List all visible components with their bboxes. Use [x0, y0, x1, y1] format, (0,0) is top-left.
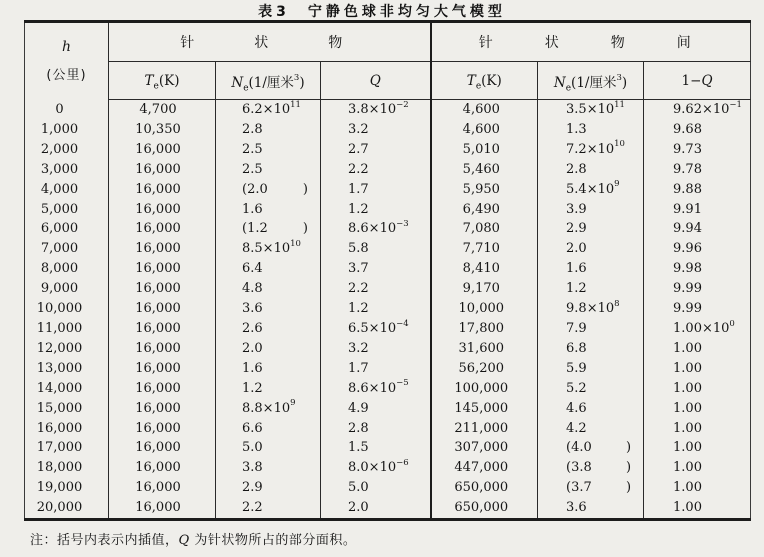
- cell-te-interspicule: 6,490: [431, 200, 538, 220]
- cell-one-minus-q: 1.00: [673, 420, 702, 436]
- ne-symbol: N: [231, 74, 244, 91]
- header-ne-interspicule: [538, 62, 644, 100]
- cell-one-minus-q: 1.00: [673, 480, 702, 496]
- cell-te-spicule: 16,000: [109, 259, 216, 279]
- cell-te-spicule: 16,000: [109, 279, 216, 299]
- cell-h: 7,000: [25, 239, 109, 259]
- table-row: [25, 239, 751, 259]
- cell-h: 10,000: [25, 299, 109, 319]
- cell-ne-interspicule: 5.9: [538, 359, 644, 379]
- cell-one-minus-q: 1.00: [673, 400, 702, 416]
- cell-one-minus-q: 9.91: [673, 201, 702, 217]
- interpolated-close-paren: ): [625, 460, 632, 476]
- cell-one-minus-q: 9.68: [673, 121, 702, 137]
- q-symbol: Q: [701, 72, 713, 89]
- cell-h: 0: [25, 100, 109, 120]
- cell-h: 18,000: [25, 458, 109, 478]
- cell-q-spicule: $8.6\times 10^{-3}$: [348, 219, 409, 237]
- cell-one-minus-q: 9.78: [673, 161, 702, 177]
- cell-ne-interspicule: 4.6: [538, 399, 644, 419]
- te-symbol: T: [466, 72, 476, 89]
- cell-ne-spicule: 2.5: [216, 160, 321, 180]
- cell-one-minus-q: 1.00: [673, 500, 702, 516]
- cell-one-minus-q: 1.00: [673, 460, 702, 476]
- cell-one-minus-q: 9.98: [673, 261, 702, 277]
- ne-unit: (1/厘米: [248, 74, 294, 91]
- cell-ne-spicule: 4.8: [216, 279, 321, 299]
- cell-ne-spicule: 2.8: [216, 120, 321, 140]
- te-symbol: T: [144, 72, 154, 89]
- cell-q-spicule: 1.7: [348, 360, 369, 376]
- cell-ne-spicule: 2.5: [216, 140, 321, 160]
- cell-ne-interspicule: 4.2: [538, 419, 644, 439]
- cell-ne-spicule: 3.8: [216, 458, 321, 478]
- table-row: [25, 379, 751, 399]
- cell-te-interspicule: 31,600: [431, 339, 538, 359]
- cell-ne-interspicule: 3.9: [538, 200, 644, 220]
- cell-q-spicule: 2.2: [348, 161, 369, 177]
- cell-ne-interspicule: [538, 438, 644, 458]
- cell-q-spicule: 4.9: [348, 400, 369, 416]
- cell-q-spicule: $6.5\times 10^{-4}$: [348, 318, 409, 336]
- cell-ne-interspicule: $5.4\times 10^9$: [538, 180, 644, 200]
- exponent: 11: [290, 99, 301, 110]
- interpolated-value: (2.0: [242, 181, 268, 197]
- cell-ne-interspicule: 6.8: [538, 339, 644, 359]
- cell-ne-interspicule: 3.6: [538, 498, 644, 519]
- table-footnote: [30, 529, 356, 548]
- ne-unit-exponent: 3: [616, 73, 622, 83]
- interpolated-close-paren: ): [302, 221, 308, 237]
- cell-q-spicule: 1.2: [348, 201, 369, 217]
- table-row: [25, 160, 751, 180]
- cell-h: 11,000: [25, 319, 109, 339]
- table-row: [25, 120, 751, 140]
- table-row: [25, 259, 751, 279]
- cell-h: 3,000: [25, 160, 109, 180]
- cell-one-minus-q: 9.96: [673, 241, 702, 257]
- cell-te-interspicule: 56,200: [431, 359, 538, 379]
- te-unit: (K): [481, 72, 502, 89]
- table-row: [25, 299, 751, 319]
- cell-q-spicule: 3.2: [348, 121, 369, 137]
- cell-h: 14,000: [25, 379, 109, 399]
- table-row: [25, 438, 751, 458]
- exponent: 10: [290, 239, 301, 250]
- exponent: −4: [396, 318, 409, 329]
- cell-h: 4,000: [25, 180, 109, 200]
- interpolated-value: (3.8: [566, 460, 592, 476]
- cell-te-interspicule: 10,000: [431, 299, 538, 319]
- cell-te-spicule: 16,000: [109, 458, 216, 478]
- cell-te-interspicule: 8,410: [431, 259, 538, 279]
- ne-subscript: e: [243, 83, 249, 94]
- cell-te-interspicule: 145,000: [431, 399, 538, 419]
- te-subscript: e: [153, 81, 159, 92]
- te-subscript: e: [475, 81, 482, 92]
- cell-one-minus-q: 9.99: [673, 301, 702, 317]
- cell-h: 15,000: [25, 399, 109, 419]
- table-title: 表3 宁静色球非均匀大气模型: [258, 4, 506, 20]
- cell-te-spicule: 16,000: [109, 319, 216, 339]
- footnote-prefix: 注：括号内表示内插值，: [30, 533, 179, 548]
- cell-ne-spicule: 6.6: [216, 419, 321, 439]
- cell-te-spicule: 16,000: [109, 140, 216, 160]
- cell-te-spicule: 16,000: [109, 200, 216, 220]
- cell-one-minus-q: 1.00: [673, 360, 702, 376]
- cell-ne-spicule: 3.6: [216, 299, 321, 319]
- header-ne-spicule: [216, 62, 321, 100]
- cell-te-spicule: 16,000: [109, 419, 216, 439]
- cell-te-spicule: 10,350: [109, 120, 216, 140]
- cell-te-spicule: 16,000: [109, 239, 216, 259]
- footnote-q-symbol: Q: [178, 533, 190, 548]
- cell-ne-spicule: [216, 180, 321, 200]
- table-row: [25, 180, 751, 200]
- interpolated-value: (4.0: [566, 440, 592, 456]
- cell-h: 6,000: [25, 219, 109, 239]
- table-row: [25, 399, 751, 419]
- cell-ne-spicule: 2.6: [216, 319, 321, 339]
- interpolated-close-paren: ): [302, 181, 308, 197]
- cell-te-spicule: 16,000: [109, 160, 216, 180]
- cell-one-minus-q: 1.00: [673, 340, 702, 356]
- one-minus-text: 1−: [681, 72, 702, 89]
- header-te-spicule: [109, 62, 216, 100]
- cell-h: 17,000: [25, 438, 109, 458]
- cell-te-interspicule: 7,710: [431, 239, 538, 259]
- cell-ne-spicule: 5.0: [216, 438, 321, 458]
- cell-ne-interspicule: 5.2: [538, 379, 644, 399]
- table-row: [25, 100, 751, 120]
- cell-ne-interspicule: 1.6: [538, 259, 644, 279]
- cell-one-minus-q: 1.00: [673, 380, 702, 396]
- cell-ne-interspicule: $7.2\times 10^{10}$: [538, 140, 644, 160]
- cell-q-spicule: 2.7: [348, 141, 369, 157]
- cell-te-interspicule: 9,170: [431, 279, 538, 299]
- cell-te-spicule: 16,000: [109, 339, 216, 359]
- cell-q-spicule: 2.0: [348, 500, 369, 516]
- interpolated-value: (1.2: [242, 221, 268, 237]
- header-group-spicule: 针状物: [109, 22, 431, 62]
- cell-te-interspicule: 650,000: [431, 498, 538, 519]
- cell-h: 19,000: [25, 478, 109, 498]
- table-row: [25, 498, 751, 519]
- cell-ne-interspicule: [538, 478, 644, 498]
- cell-te-interspicule: 17,800: [431, 319, 538, 339]
- cell-q-spicule: 5.0: [348, 480, 369, 496]
- ne-unit-exponent: 3: [293, 73, 300, 83]
- header-row-quantities: [25, 62, 751, 100]
- table-row: [25, 219, 751, 239]
- cell-one-minus-q: 9.88: [673, 181, 702, 197]
- cell-ne-interspicule: $9.8\times 10^8$: [538, 299, 644, 319]
- interpolated-value: (3.7: [566, 480, 592, 496]
- cell-ne-spicule: 6.4: [216, 259, 321, 279]
- cell-te-spicule: 16,000: [109, 399, 216, 419]
- exponent: −6: [396, 457, 409, 468]
- cell-q-spicule: 2.2: [348, 281, 369, 297]
- cell-ne-spicule: $8.5\times 10^{10}$: [216, 239, 321, 259]
- header-group-interspicule: 针状物间: [431, 22, 751, 62]
- footnote-suffix: 为针状物所占的部分面积。: [189, 533, 357, 548]
- table-row: [25, 458, 751, 478]
- cell-h: 2,000: [25, 140, 109, 160]
- table-row: [25, 279, 751, 299]
- header-height-column: [25, 22, 109, 100]
- cell-te-interspicule: 5,010: [431, 140, 538, 160]
- cell-te-spicule: 16,000: [109, 379, 216, 399]
- cell-q-spicule: 1.5: [348, 440, 369, 456]
- cell-h: 20,000: [25, 498, 109, 519]
- cell-one-minus-q: $1.00\times 10^0$: [673, 318, 735, 336]
- cell-ne-spicule: 2.0: [216, 339, 321, 359]
- cell-ne-interspicule: [538, 458, 644, 478]
- ne-unit: (1/厘米: [571, 74, 617, 91]
- ne-unit-close: ): [621, 74, 628, 91]
- exponent: −3: [396, 219, 409, 230]
- cell-te-interspicule: 5,460: [431, 160, 538, 180]
- exponent: 10: [614, 139, 625, 150]
- cell-te-interspicule: 5,950: [431, 180, 538, 200]
- cell-h: 12,000: [25, 339, 109, 359]
- cell-one-minus-q: 9.73: [673, 141, 702, 157]
- header-row-groups: [25, 22, 751, 62]
- cell-ne-spicule: [216, 219, 321, 239]
- exponent: 11: [614, 99, 625, 110]
- height-symbol: h: [61, 39, 72, 56]
- cell-te-interspicule: 211,000: [431, 419, 538, 439]
- cell-q-spicule: 5.8: [348, 241, 369, 257]
- cell-te-spicule: 16,000: [109, 438, 216, 458]
- cell-ne-spicule: $8.8\times 10^9$: [216, 399, 321, 419]
- interpolated-close-paren: ): [625, 440, 632, 456]
- cell-te-spicule: 16,000: [109, 219, 216, 239]
- cell-ne-interspicule: 1.3: [538, 120, 644, 140]
- q-symbol: Q: [369, 72, 381, 89]
- table-row: [25, 140, 751, 160]
- cell-h: 5,000: [25, 200, 109, 220]
- header-q: [321, 62, 431, 100]
- cell-te-interspicule: 4,600: [431, 100, 538, 120]
- cell-ne-spicule: $6.2\times 10^{11}$: [216, 100, 321, 120]
- cell-te-spicule: 4,700: [109, 100, 216, 120]
- cell-ne-interspicule: 2.8: [538, 160, 644, 180]
- cell-q-spicule: 2.8: [348, 420, 369, 436]
- table-header: [25, 22, 751, 100]
- exponent: 8: [614, 298, 620, 309]
- cell-ne-interspicule: 1.2: [538, 279, 644, 299]
- exponent: 9: [614, 179, 620, 190]
- cell-h: 8,000: [25, 259, 109, 279]
- cell-te-interspicule: 650,000: [431, 478, 538, 498]
- cell-one-minus-q: 1.00: [673, 440, 702, 456]
- height-unit: (公里): [46, 68, 87, 84]
- cell-te-spicule: 16,000: [109, 478, 216, 498]
- cell-q-spicule: $3.8\times 10^{-2}$: [348, 99, 409, 117]
- cell-te-spicule: 16,000: [109, 498, 216, 519]
- cell-one-minus-q: 9.99: [673, 281, 702, 297]
- cell-ne-spicule: 2.2: [216, 498, 321, 519]
- cell-one-minus-q: $9.62\times 10^{-1}$: [673, 99, 742, 117]
- cell-ne-spicule: 1.6: [216, 359, 321, 379]
- cell-ne-spicule: 1.6: [216, 200, 321, 220]
- table-body: [25, 100, 751, 520]
- table-row: [25, 339, 751, 359]
- ne-subscript: e: [565, 83, 572, 94]
- exponent: 9: [290, 398, 296, 409]
- exponent: −2: [396, 99, 409, 110]
- table-row: [25, 319, 751, 339]
- cell-te-spicule: 16,000: [109, 180, 216, 200]
- cell-h: 9,000: [25, 279, 109, 299]
- cell-q-spicule: 3.2: [348, 340, 369, 356]
- exponent: −1: [729, 99, 742, 110]
- cell-q-spicule: $8.0\times 10^{-6}$: [348, 457, 409, 476]
- header-one-minus-q: [644, 62, 751, 100]
- cell-te-spicule: 16,000: [109, 359, 216, 379]
- cell-te-interspicule: 307,000: [431, 438, 538, 458]
- cell-one-minus-q: 9.94: [673, 221, 702, 237]
- exponent: 0: [729, 318, 735, 329]
- interpolated-close-paren: ): [625, 480, 632, 496]
- cell-h: 13,000: [25, 359, 109, 379]
- ne-unit-close: ): [299, 74, 305, 91]
- cell-ne-spicule: 2.9: [216, 478, 321, 498]
- cell-ne-spicule: 1.2: [216, 379, 321, 399]
- exponent: −5: [396, 378, 409, 389]
- cell-te-spicule: 16,000: [109, 299, 216, 319]
- te-unit: (K): [158, 72, 180, 89]
- ne-symbol: N: [553, 74, 566, 91]
- cell-ne-interspicule: 2.9: [538, 219, 644, 239]
- table-row: [25, 419, 751, 439]
- cell-q-spicule: $8.6\times 10^{-5}$: [348, 378, 409, 396]
- cell-te-interspicule: 100,000: [431, 379, 538, 399]
- cell-h: 16,000: [25, 419, 109, 439]
- cell-te-interspicule: 4,600: [431, 120, 538, 140]
- table-row: [25, 200, 751, 220]
- atmosphere-model-table: [24, 20, 751, 521]
- cell-ne-interspicule: 7.9: [538, 319, 644, 339]
- cell-h: 1,000: [25, 120, 109, 140]
- cell-q-spicule: 3.7: [348, 261, 369, 277]
- cell-te-interspicule: 447,000: [431, 458, 538, 478]
- cell-ne-interspicule: 2.0: [538, 239, 644, 259]
- table-row: [25, 359, 751, 379]
- cell-te-interspicule: 7,080: [431, 219, 538, 239]
- table-row: [25, 478, 751, 498]
- cell-q-spicule: 1.2: [348, 301, 369, 317]
- cell-ne-interspicule: $3.5\times 10^{11}$: [538, 100, 644, 120]
- cell-q-spicule: 1.7: [348, 181, 369, 197]
- header-te-interspicule: [431, 62, 538, 100]
